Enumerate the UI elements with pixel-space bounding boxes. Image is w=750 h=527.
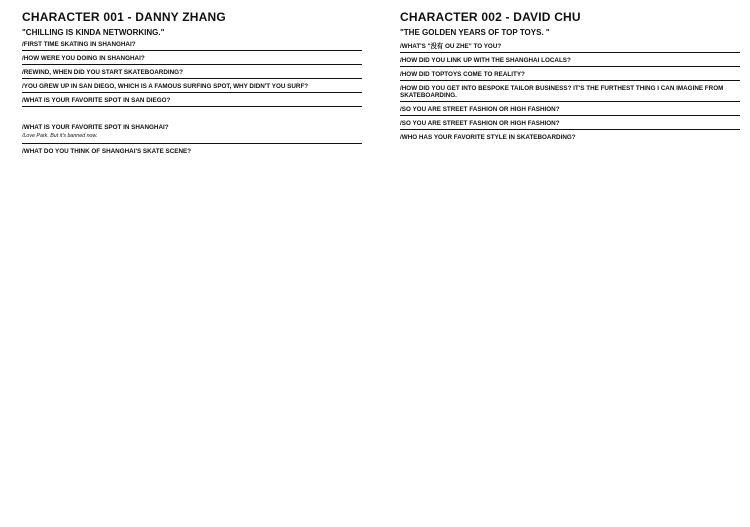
question-heading: /REWIND, WHEN DID YOU START SKATEBOARDING? (22, 69, 183, 76)
divider (400, 52, 740, 53)
question-heading: /WHAT IS YOUR FAVORITE SPOT IN SHANGHAI? (22, 124, 169, 131)
question-heading: /WHAT DO YOU THINK OF SHANGHAI'S SKATE SCENE? (22, 148, 192, 156)
question-heading: /HOW WERE YOU DOING IN SHANGHAI? (22, 55, 145, 62)
question-heading: /YOU GREW UP IN SAN DIEGO, WHICH IS A FAMOUS SURFING SPOT, WHY DIDN'T YOU SURF? (22, 83, 309, 90)
tagline: "CHILLING IS KINDA NETWORKING." (22, 28, 165, 37)
divider (22, 64, 362, 65)
question-heading: /WHAT IS YOUR FAVORITE SPOT IN SAN DIEGO? (22, 97, 171, 104)
question-heading: /WHAT'S "没有 OU ZHE" TO YOU? (400, 43, 502, 50)
divider (22, 92, 362, 93)
question-heading: /HOW DID TOPTOYS COME TO REALITY? (400, 71, 525, 78)
divider (400, 101, 740, 102)
divider (22, 50, 362, 51)
page-title: CHARACTER 001 - DANNY ZHANG (22, 10, 226, 24)
divider (22, 143, 362, 144)
question-heading: /HOW DID YOU LINK UP WITH THE SHANGHAI LOCALS? (400, 57, 571, 64)
right-column (400, 10, 740, 143)
question-heading: /SO YOU ARE STREET FASHION OR HIGH FASHION? (400, 120, 560, 127)
question-heading: /HOW DID YOU GET INTO BESPOKE TAILOR BUSINESS? IT'S THE FURTHEST THING I CAN IMAGINE FROM SKATEBOARDING. (400, 85, 724, 99)
page-title: CHARACTER 002 - DAVID CHU (400, 10, 581, 24)
question-heading: /SO YOU ARE STREET FASHION OR HIGH FASHION? (400, 106, 560, 113)
question-heading: /WHO HAS YOUR FAVORITE STYLE IN SKATEBOARDING? (400, 134, 576, 141)
divider (400, 129, 740, 130)
answer-text: /Love Park. But it's banned now. (22, 133, 98, 139)
tagline: "THE GOLDEN YEARS OF TOP TOYS. " (400, 28, 550, 37)
divider (400, 66, 740, 67)
divider (22, 78, 362, 79)
divider (22, 106, 362, 107)
left-column (22, 10, 362, 157)
question-heading: /FIRST TIME SKATING IN SHANGHAI? (22, 41, 136, 48)
divider (400, 80, 740, 81)
divider (400, 115, 740, 116)
